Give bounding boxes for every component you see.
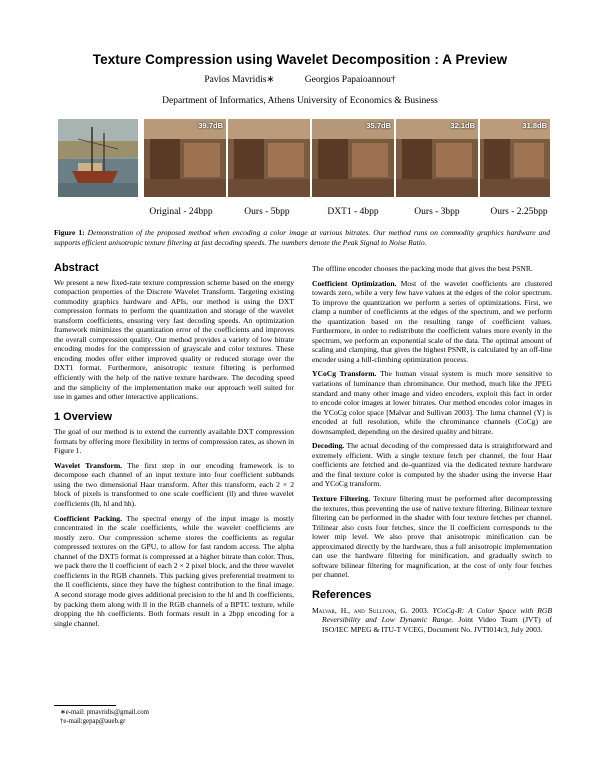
affiliation: Department of Informatics, Athens University of Economics & Business — [162, 96, 438, 106]
ycocg-paragraph — [312, 369, 552, 436]
abstract-heading: Abstract — [54, 262, 99, 274]
psnr-label: 39.7dB — [198, 121, 223, 130]
figure-caption-label: Figure 1: — [54, 228, 85, 237]
psnr-label: 32.1dB — [450, 121, 475, 130]
decoding-title: Decoding. — [312, 441, 345, 451]
texture-filtering-paragraph — [312, 494, 552, 580]
footnotes — [60, 709, 290, 726]
reference-authors: Malvar, H., and Sullivan, G. 2003. — [312, 605, 429, 615]
author-2: Georgios Papaioannou† — [304, 75, 396, 85]
wavelet-transform-title: Wavelet Transform. — [54, 460, 123, 470]
left-column — [54, 264, 294, 628]
texture-filtering-text: Texture filtering must be performed after decompressing the textures, thus preventing the use of native texture filtering. Bilinear texture filtering can be performed in the shader with four texture fetches per channel. Trilinear also costs four fetches, since the ll coefficient corresponds to the lower mip level. We also prove that anisotropic minification can be approximated directly by the hardware, thus a full anisotropic implementation can use the hardware filtering for minification, and gradually switch to software bilinear filtering for magnification, at the cost of only four fetches per channel. — [312, 494, 553, 580]
figure-image-ours-2-25bpp — [480, 119, 550, 197]
decoding-text: The actual decoding of the compressed data is straightforward and extremely efficient. With a single texture fetch per channel, the four Haar coefficients are fetched and de-quantized via the dedicated texture hardware and the final texture color is computed by the shader using the inverse Haar and YCoCg transform. — [312, 441, 553, 489]
ycocg-text: The human visual system is much more sensitive to variations of luminance than chrominance. Our method, much like the JPEG standard and many other image and video encoders, exploit this fact in order to encode color images at lower bitrates. Our method encodes color images in the YCoCg color space [Malvar and Sullivan 2003]. The luma channel (Y) is encoded at full resolution, while the chrominance channels (CoCg) are downsampled, depending on the desired quality and bitrate. — [312, 369, 552, 436]
figure-caption-text: Demonstration of the proposed method when encoding a color image at various bitrates. Our method runs on commodity graphics hardware and supports efficient anisotropic texture filtering at fast decoding speeds. The numbers denote the Peak Signal to Noise Ratio. — [54, 228, 550, 247]
figure-label-ours-3bpp: Ours - 3bpp — [414, 207, 460, 217]
coefficient-optimization-text: Most of the wavelet coefficients are clustered towards zero, while a very few have values at the edges of the color spectrum. To improve the quantization we perform a series of optimizations. First, we clamp a number of coefficients at the edges of the spectrum, and we perform the quantization based on the resulting range of coefficient values. Furthermore, in order to redistribute the coefficient values more evenly in the spectrum, we perform an exponential scale of the data. The optimal amount of scaling and clamping, that gives the highest PSNR, is calculated by an off-line encoder using a hill-climbing optimization process. — [312, 278, 552, 364]
authors — [0, 74, 600, 85]
overview-heading: 1 Overview — [54, 410, 113, 423]
author-1: Pavlos Mavridis∗ — [204, 75, 275, 85]
psnr-label: 35.7dB — [366, 121, 391, 130]
figure-image-original — [58, 119, 138, 197]
figure-label-original: Original - 24bpp — [149, 207, 213, 217]
wavelet-transform-paragraph — [54, 461, 294, 509]
figure-label-ours-5bpp: Ours - 5bpp — [244, 207, 290, 217]
reference-details: Joint Video Team (JVT) of ISO/IEC MPEG & ITU-T VCEG, Document No. JVTI014r3, July 2003. — [322, 615, 552, 634]
reference-entry — [312, 606, 552, 635]
decoding-paragraph — [312, 441, 552, 489]
coefficient-optimization-paragraph — [312, 279, 552, 365]
figure-label-dxt1: DXT1 - 4bpp — [327, 207, 379, 217]
overview-intro: The goal of our method is to extend the currently available DXT compression formats by offering more flexibility in terms of compression rates, as shown in Figure 1. — [54, 427, 294, 456]
psnr-label: 31.8dB — [522, 121, 547, 130]
figure-image-ours-5bpp — [144, 119, 226, 197]
texture-filtering-title: Texture Filtering. — [312, 494, 371, 504]
figure-image-dxt1 — [312, 119, 394, 197]
coefficient-packing-title: Coefficient Packing. — [54, 513, 122, 523]
figure-label-ours-2-25bpp: Ours - 2.25bpp — [490, 207, 548, 217]
paper-title: Texture Compression using Wavelet Decomposition : A Preview — [92, 52, 508, 67]
footnote-1: ∗e-mail: pmavridis@gmail.com — [60, 709, 149, 716]
figure-image-ours-5bpp-b — [228, 119, 310, 197]
wavelet-transform-text: The first step in our encoding framework is to decompose each channel of an input texture into four coefficient subbands using the two dimensional Haar transform. After this transform, each 2 × 2 block of pixels is transformed to one scale coefficient (ll) and three wavelet coefficients (lh, hl and hh). — [54, 460, 294, 509]
reference-title: YCoCg-R: A Color Space with RGB Reversibility and Low Dynamic Range. — [322, 605, 552, 625]
coefficient-packing-paragraph — [54, 514, 294, 629]
footnote-2: †e-mail:gepap@aueb.gr — [60, 717, 126, 725]
coefficient-optimization-title: Coefficient Optimization. — [312, 278, 397, 288]
references-heading: References — [312, 588, 372, 601]
figure-image-ours-3bpp — [396, 119, 478, 197]
footnote-rule — [54, 705, 116, 706]
ycocg-title: YCoCg Transform. — [312, 369, 377, 379]
offline-encoder-paragraph: The offline encoder chooses the packing mode that gives the best PSNR. — [312, 264, 533, 273]
right-column — [312, 264, 552, 634]
abstract-text: We present a new fixed-rate texture compression scheme based on the energy compaction properties of the Discrete Wavelet Transform. Targeting existing commodity graphics hardware and APIs, our method is using the DXT compression formats to perform the quantization and storage of the wavelet transform coefficients, ensuring very fast decoding speeds. An optimization framework minimizes the quantization error of the coefficients and improves the overall compression quality. Our method provides a variety of low bitrate encoding modes for the compression of grayscale and color textures. These encoding modes offer either improved quality or reduced storage over the DXT1 format. Furthermore, anisotropic texture filtering is performed efficiently with the help of the native texture hardware. The decoding speed and the simplicity of the implementation make our approach well suited for use in games and other interactive applications. — [54, 277, 294, 402]
coefficient-packing-text: The spectral energy of the input image is mostly concentrated in the scale coefficients, while the wavelet coefficients are mostly zero. Our compression scheme stores the coefficients as regular compressed textures on the GPU, to allow for fast random access. The alpha channel of the DXT5 format is compressed at a higher bitrate than color. Thus, we pack there the ll coefficient of each 2 × 2 pixel block, and the three wavelet coefficients in the RGB channels. This packing gives preferential treatment to the ll coefficients, since they have the highest contribution to the final image. A second storage mode gives additional precision to the hl and lh coefficients, by packing them along with ll in the RGB channels of a BPTC texture, while dropping the hh coefficients. Both formats result in a 2bpp encoding for a single channel. — [54, 513, 294, 628]
figure-caption — [54, 228, 550, 247]
boat-image — [58, 119, 138, 197]
